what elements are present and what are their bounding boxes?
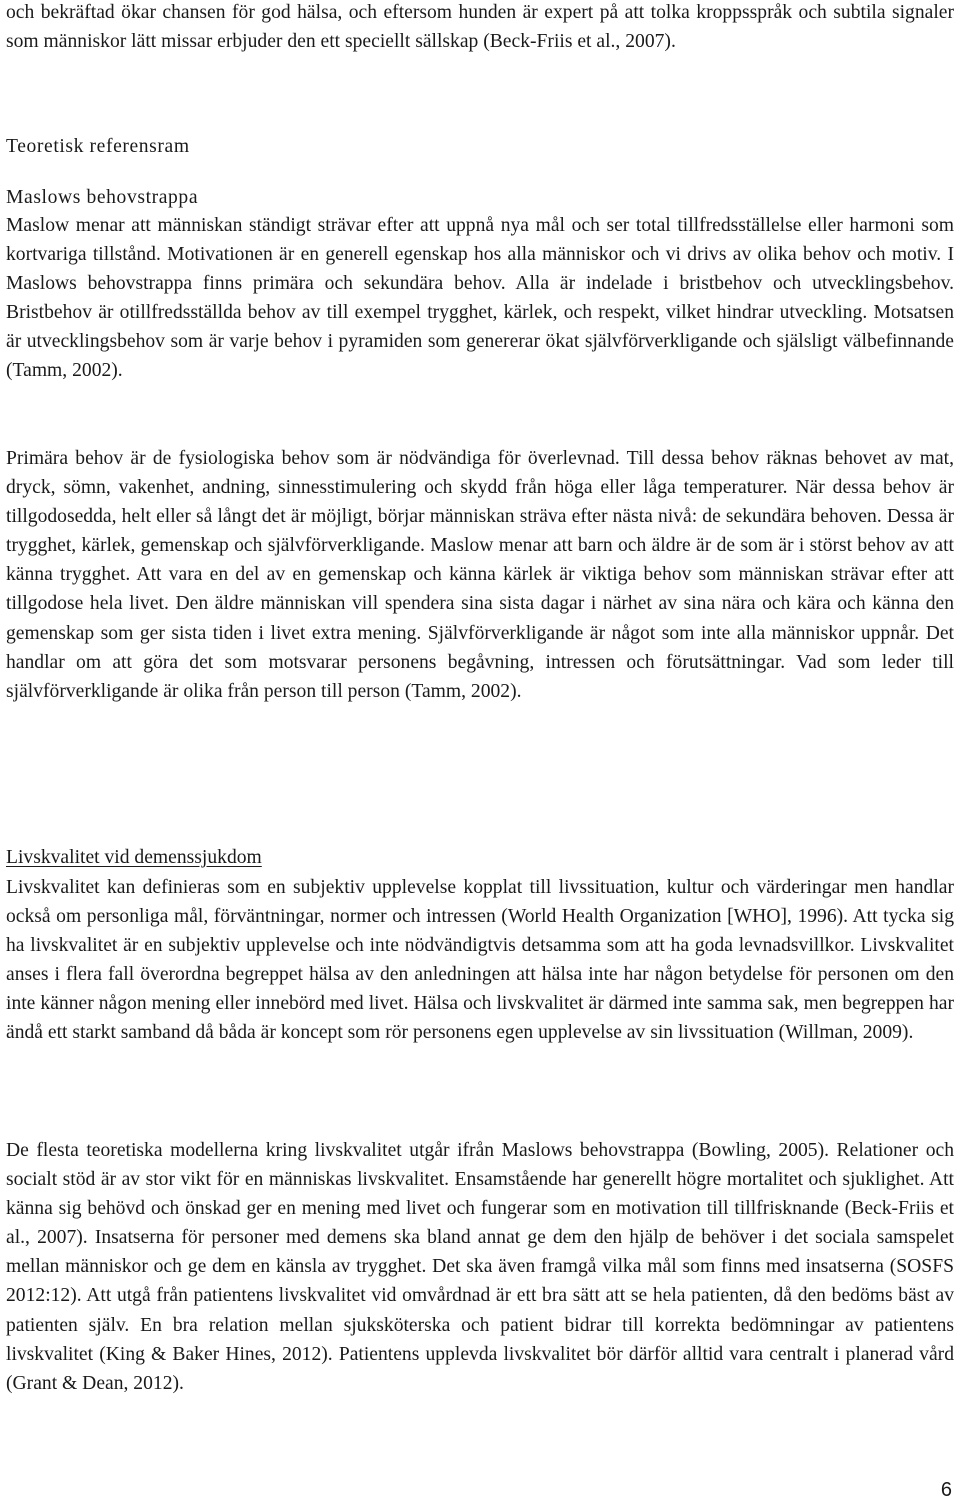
maslow-paragraph-2: Primära behov är de fysiologiska behov som är nödvändiga för överlevnad. Till dessa behov räknas behovet av mat, dryck, sömn, vakenhet, andning, sinnesstimulering och skydd från höga eller låga temperaturer. När dessa behov är tillgodosedda, helt eller så långt det är möjligt, börjar människan sträva efter nästa nivå: de sekundära behoven. Dessa är trygghet, kärlek, gemenskap och självförverkligande. Maslow menar att barn och äldre är de som är i störst behov av att känna trygghet. Att vara en del av en gemenskap och känna kärlek är viktiga behov som människan strävar efter att tillgodose hela livet. Den äldre människan vill spendera sina sista dagar i närhet av sina nära och kära och känna den gemenskap som ger sista tiden i livet extra mening. Självförverkligande är något som inte alla människor uppnår. Det handlar om att göra det som motsvarar personens begåvning, intressen och förutsättningar. Vad som leder till självförverkligande är olika från person till person (Tamm, 2002). [6, 448, 954, 702]
subheading-livskvalitet: Livskvalitet vid demenssjukdom [6, 847, 262, 868]
section-heading: Teoretisk referensram [6, 136, 190, 157]
intro-paragraph: och bekräftad ökar chansen för god hälsa, och eftersom hunden är expert på att tolka kroppsspråk och subtila signaler som människor lätt missar erbjuder den ett speciellt sällskap (Beck-Friis et al., 2007). [6, 2, 954, 53]
livskvalitet-paragraph-2: De flesta teoretiska modellerna kring livskvalitet utgår ifrån Maslows behovstrappa (Bowling, 2005). Relationer och socialt stöd är av stor vikt för en människas livskvalitet. Ensamstående har generellt högre mortalitet och sjuklighet. Att känna sig behövd och önskad ger en mening med livet och fungerar som en motivation till tillfrisknande (Beck-Friis et al., 2007). Insatserna för personer med demens ska bland annat ge dem den hjälp de behöver i det sociala samspelet mellan människor och ge dem en känsla av trygghet. Det ska även framgå vilka mål som finns med insatserna (SOSFS 2012:12). Att utgå från patientens livskvalitet vid omvårdnad är ett bra sätt att se hela patienten, då den bedöms bäst av patienten själv. En bra relation mellan sjuksköterska och patient bidrar till korrekta bedömningar av patientens livskvalitet (King & Baker Hines, 2012). Patientens upplevda livskvalitet bör därför alltid vara centralt i planerad vård (Grant & Dean, 2012). [6, 1140, 954, 1394]
subheading-maslow: Maslows behovstrappa [6, 187, 199, 208]
page-number: 6 [940, 1479, 952, 1501]
maslow-paragraph-1: Maslow menar att människan ständigt strävar efter att uppnå nya mål och ser total tillfredsställelse eller harmoni som kortvariga tillstånd. Motivationen är en generell egenskap hos alla människor och vi drivs av olika behov och motiv. I Maslows behovstrappa finns primära och sekundära behov. Alla är indelade i bristbehov och utvecklingsbehov. Bristbehov är otillfredsställda behov av till exempel trygghet, kärlek, och respekt, vilket hindrar utveckling. Motsatsen är utvecklingsbehov som är varje behov i pyramiden som genererar ökat självförverkligande och själsligt välbefinnande (Tamm, 2002). [6, 215, 954, 382]
livskvalitet-paragraph-1: Livskvalitet kan definieras som en subjektiv upplevelse kopplat till livssituation, kultur och värderingar men handlar också om personliga mål, förväntningar, normer och intressen (World Health Organization [WHO], 1996). Att tycka sig ha livskvalitet är en subjektiv upplevelse och inte nödvändigtvis detsamma som att ha goda levnadsvillkor. Livskvalitet anses i flera fall överordna begreppet hälsa av den anledningen att hälsa inte har någon betydelse för personen om den inte känner någon mening eller innebörd med livet. Hälsa och livskvalitet är därmed inte samma sak, men begreppen har ändå ett starkt samband då båda är koncept som rör personens egen upplevelse av sin livssituation (Willman, 2009). [6, 877, 954, 1044]
